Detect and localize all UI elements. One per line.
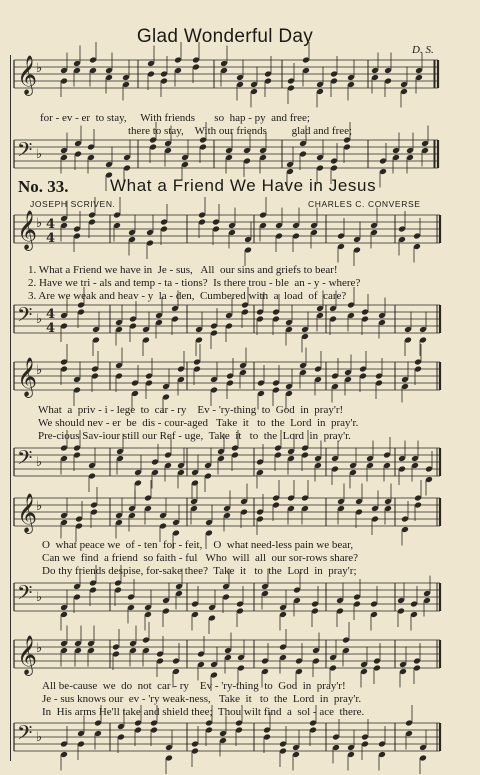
top-lyric-line-1: for - ev - er to stay, With friends so hap - py and free; bbox=[40, 112, 310, 124]
verse-2-line-b: We should nev - er be dis - cour-aged Take it to the Lord in pray'r. bbox=[38, 417, 359, 429]
verse-3-line-d: In His arms He'll take and shield thee; Thou wilt find a sol - ace there. bbox=[42, 706, 365, 718]
svg-text:𝄞: 𝄞 bbox=[17, 635, 38, 675]
svg-text:♭: ♭ bbox=[36, 312, 43, 327]
verse-1-line-c: O what peace we of - ten for - feit, O what need-less pain we bear, bbox=[42, 539, 354, 551]
verse-1-line-d: All be-cause we do not car - ry Ev - 'ry-thing to God in pray'r! bbox=[42, 680, 346, 692]
svg-text:♭: ♭ bbox=[36, 499, 43, 514]
verse-1-line-a: 1. What a Friend we have in Je - sus, All our sins and griefs to bear! bbox=[28, 264, 338, 276]
svg-text:4: 4 bbox=[46, 321, 56, 336]
svg-text:𝄢: 𝄢 bbox=[17, 138, 33, 166]
verse-3-line-b: Pre-cious Sav-iour still our Ref - uge, Take it to the Lord in pray'r. bbox=[38, 430, 351, 442]
previous-hymn-title: Glad Wonderful Day bbox=[136, 26, 314, 47]
svg-text:𝄞: 𝄞 bbox=[17, 210, 38, 250]
svg-text:4: 4 bbox=[46, 307, 56, 322]
composer: CHARLES C. CONVERSE bbox=[308, 199, 421, 209]
svg-text:𝄢: 𝄢 bbox=[17, 581, 33, 609]
author: JOSEPH SCRIVEN. bbox=[30, 199, 116, 209]
verse-3-line-a: 3. Are we weak and heav - y la - den, Cumbered with a load of care? bbox=[28, 290, 347, 302]
svg-text:♭: ♭ bbox=[36, 730, 43, 745]
verse-2-line-a: 2. Have we tri - als and temp - ta - tions? Is there trou - ble an - y - where? bbox=[28, 277, 361, 289]
svg-text:𝄢: 𝄢 bbox=[17, 303, 33, 331]
svg-text:♭: ♭ bbox=[36, 363, 43, 378]
verse-3-line-c: Do thy friends despise, for-sake thee? Take it to the Lord in pray'r; bbox=[42, 565, 357, 577]
svg-text:4: 4 bbox=[46, 231, 56, 246]
svg-text:𝄞: 𝄞 bbox=[17, 55, 38, 95]
svg-text:♭: ♭ bbox=[36, 455, 43, 470]
verse-2-line-c: Can we find a friend so faith - ful Who will all our sor-rows share? bbox=[42, 552, 359, 564]
verse-1-line-b: What a priv - i - lege to car - ry Ev - 'ry-thing to God in pray'r! bbox=[38, 404, 344, 416]
top-lyric-line-2: there to stay, With our friends glad and free; bbox=[128, 125, 353, 137]
svg-text:♭: ♭ bbox=[36, 590, 43, 605]
svg-text:♭: ♭ bbox=[36, 641, 43, 656]
svg-text:𝄢: 𝄢 bbox=[17, 721, 33, 749]
hymn-title: What a Friend We Have in Jesus bbox=[110, 176, 377, 195]
svg-text:𝄞: 𝄞 bbox=[17, 493, 38, 533]
svg-text:𝄞: 𝄞 bbox=[17, 357, 38, 397]
svg-text:𝄢: 𝄢 bbox=[17, 446, 33, 474]
svg-text:4: 4 bbox=[46, 217, 56, 232]
svg-text:♭: ♭ bbox=[36, 216, 43, 231]
ds-mark: D. S. bbox=[412, 44, 434, 56]
svg-text:♭: ♭ bbox=[36, 61, 43, 76]
verse-2-line-d: Je - sus knows our ev - 'ry weak-ness, Take it to the Lord in pray'r. bbox=[42, 693, 362, 705]
hymn-number: No. 33. bbox=[18, 177, 69, 196]
svg-text:♭: ♭ bbox=[36, 147, 43, 162]
